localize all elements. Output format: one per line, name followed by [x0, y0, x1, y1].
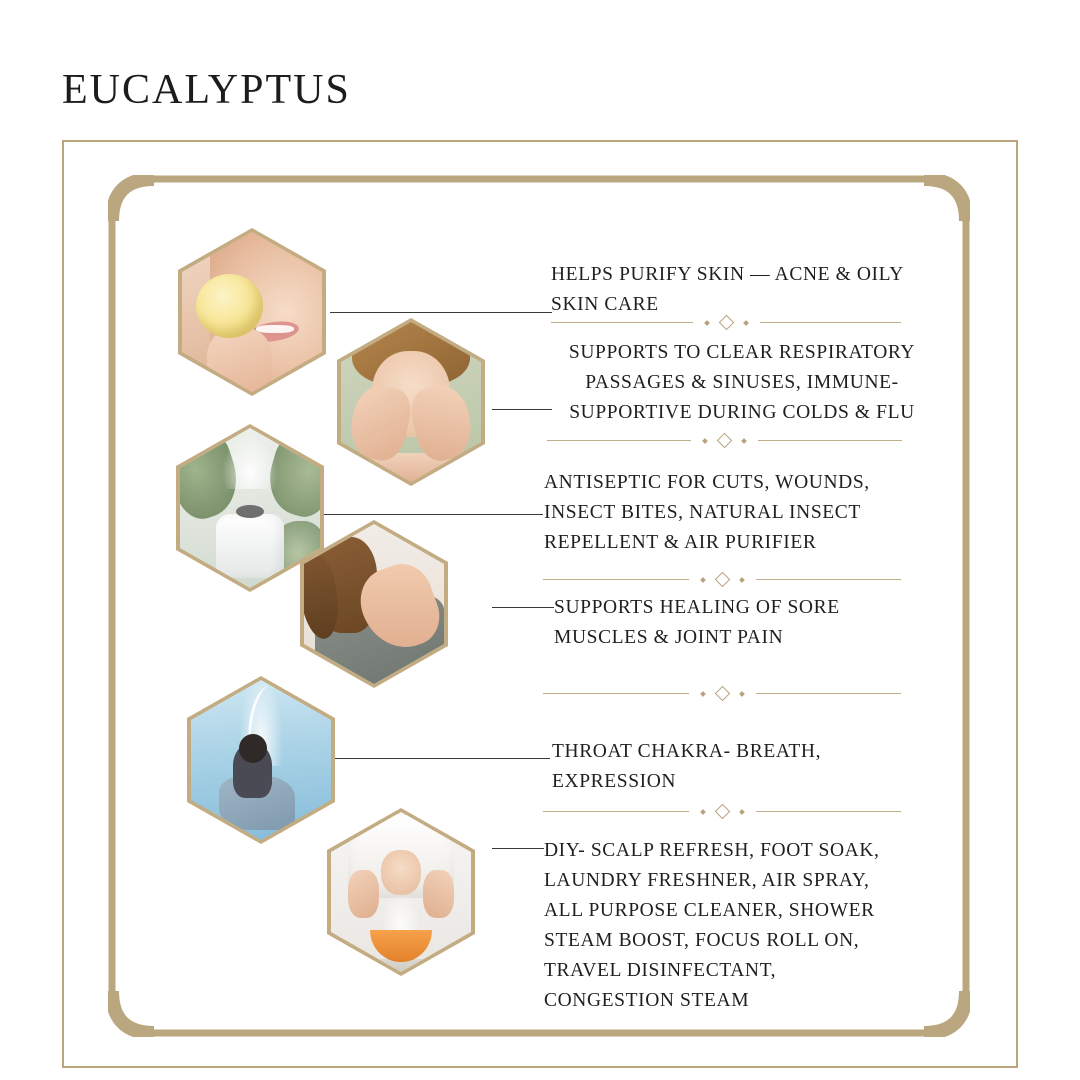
- divider-diamond: [714, 572, 730, 588]
- divider-dot: [700, 691, 706, 697]
- divider-3: [543, 574, 901, 585]
- benefit-text-3: ANTISEPTIC FOR CUTS, WOUNDS, INSECT BITES, NATURAL INSECT REPELLENT & AIR PURIFIER: [544, 472, 870, 553]
- divider-dot: [739, 809, 745, 815]
- connector-line-5: [307, 758, 550, 759]
- photo-woman-holding-sore-neck: [304, 524, 444, 684]
- photo-essential-oil-diffuser-with-plants: [180, 428, 320, 588]
- divider-dot: [700, 577, 706, 583]
- divider-diamond: [714, 686, 730, 702]
- divider-dot: [743, 320, 749, 326]
- divider-line-left: [543, 693, 689, 694]
- divider-diamond: [714, 804, 730, 820]
- divider-line-right: [760, 322, 902, 323]
- divider-line-right: [756, 811, 902, 812]
- photo-woman-yoga-energy-light: [191, 680, 331, 840]
- benefit-text-2: SUPPORTS TO CLEAR RESPIRATORY PASSAGES & SINUSES, IMMUNE-SUPPORTIVE DURING COLDS & FLU: [568, 342, 916, 423]
- divider-5: [543, 806, 901, 817]
- divider-line-left: [543, 811, 689, 812]
- benefit-text-1: HELPS PURIFY SKIN — ACNE & OILY SKIN CARE: [551, 264, 904, 315]
- connector-line-1: [330, 312, 552, 313]
- divider-2: [547, 435, 902, 446]
- photo-woman-washing-face: [341, 322, 481, 482]
- benefit-text-6: DIY- SCALP REFRESH, FOOT SOAK, LAUNDRY FRESHNER, AIR SPRAY, ALL PURPOSE CLEANER, SHOWER STEAM BOOST, FOCUS ROLL ON, TRAVEL DISINFECTANT, CONGESTION STEAM: [544, 840, 880, 1011]
- divider-dot: [741, 438, 747, 444]
- divider-line-right: [758, 440, 902, 441]
- divider-line-right: [756, 579, 902, 580]
- divider-1: [551, 317, 901, 328]
- connector-line-4: [492, 607, 554, 608]
- benefit-text-4: SUPPORTS HEALING OF SORE MUSCLES & JOINT PAIN: [554, 597, 840, 648]
- benefit-text-5: THROAT CHAKRA- BREATH, EXPRESSION: [552, 741, 822, 792]
- connector-line-2: [492, 409, 552, 410]
- divider-dot: [700, 809, 706, 815]
- photo-woman-steam-facial-with-towel: [331, 812, 471, 972]
- divider-dot: [702, 438, 708, 444]
- divider-4: [543, 688, 901, 699]
- page-title: EUCALYPTUS: [62, 67, 351, 113]
- divider-line-left: [551, 322, 693, 323]
- divider-dot: [739, 577, 745, 583]
- connector-line-3: [305, 514, 543, 515]
- divider-line-left: [547, 440, 691, 441]
- photo-woman-applying-sponge-to-face: [182, 232, 322, 392]
- divider-line-right: [756, 693, 902, 694]
- divider-dot: [704, 320, 710, 326]
- connector-line-6: [492, 848, 544, 849]
- divider-line-left: [543, 579, 689, 580]
- divider-dot: [739, 691, 745, 697]
- divider-diamond: [717, 433, 733, 449]
- divider-diamond: [718, 315, 734, 331]
